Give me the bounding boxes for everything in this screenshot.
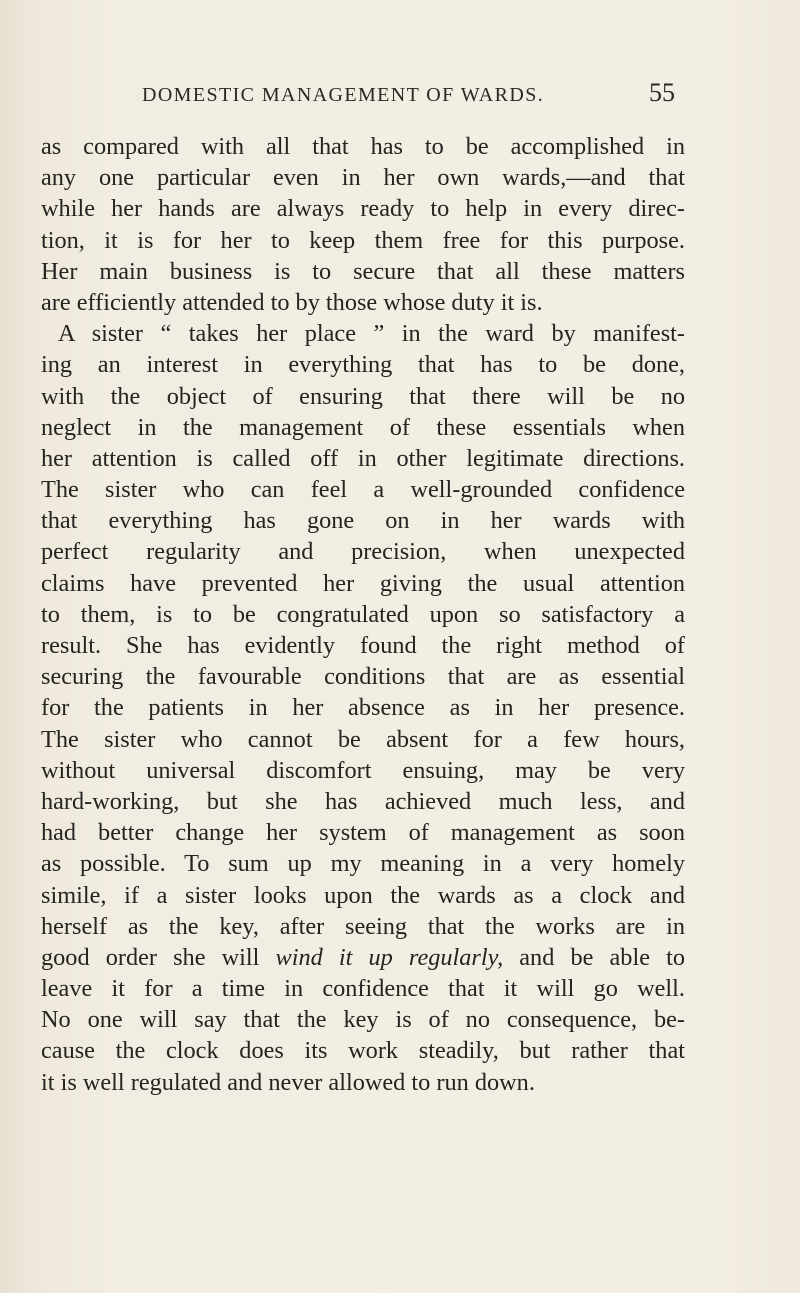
page-header bbox=[0, 78, 800, 110]
body-text bbox=[41, 131, 685, 1098]
text-line: leave it for a time in confidence that it will go well. bbox=[41, 975, 685, 1003]
text-line: as possible. To sum up my meaning in a very homely bbox=[41, 850, 685, 878]
text-line: The sister who can feel a well-grounded confidence bbox=[41, 476, 685, 504]
text-line: No one will say that the key is of no consequence, be- bbox=[41, 1006, 685, 1034]
text-line: that everything has gone on in her wards with bbox=[41, 507, 685, 535]
text-run: and be able to bbox=[503, 943, 685, 971]
text-line: securing the favourable conditions that are as essential bbox=[41, 663, 685, 691]
text-line: claims have prevented her giving the usual attention bbox=[41, 569, 685, 597]
text-line: are efficiently attended to by those whose duty it is. bbox=[41, 288, 543, 316]
text-line: Her main business is to secure that all these matters bbox=[41, 257, 685, 285]
text-line: without universal discomfort ensuing, may be very bbox=[41, 756, 685, 784]
text-line: as compared with all that has to be accomplished in bbox=[41, 133, 685, 160]
text-line: A sister “ takes her place ” in the ward by manifest- bbox=[58, 320, 685, 348]
text-line: herself as the key, after seeing that the works are in bbox=[41, 912, 685, 940]
text-line: while her hands are always ready to help in every direc- bbox=[41, 195, 685, 223]
italic-text-run: wind it up regularly, bbox=[275, 943, 504, 971]
text-line: perfect regularity and precision, when unexpected bbox=[41, 538, 685, 566]
text-run: good order she will bbox=[41, 943, 276, 971]
page-number: 55 bbox=[649, 78, 675, 107]
text-line: ing an interest in everything that has to be done, bbox=[41, 351, 685, 379]
running-head: DOMESTIC MANAGEMENT OF WARDS. bbox=[142, 84, 545, 106]
text-line: with the object of ensuring that there will be no bbox=[41, 382, 685, 410]
text-line: to them, is to be congratulated upon so satisfactory a bbox=[41, 600, 685, 628]
text-line: had better change her system of management as soon bbox=[41, 819, 685, 847]
text-line: result. She has evidently found the right method of bbox=[41, 632, 685, 659]
text-line: hard-working, but she has achieved much less, and bbox=[41, 787, 685, 815]
text-line: her attention is called off in other legitimate directions. bbox=[41, 444, 685, 472]
text-line: simile, if a sister looks upon the wards as a clock and bbox=[41, 881, 685, 909]
text-line: The sister who cannot be absent for a few hours, bbox=[41, 725, 685, 753]
text-line: cause the clock does its work steadily, but rather that bbox=[41, 1037, 685, 1065]
text-line: any one particular even in her own wards,—and that bbox=[41, 164, 685, 192]
text-line: it is well regulated and never allowed to run down. bbox=[41, 1068, 535, 1096]
text-line: for the patients in her absence as in her presence. bbox=[41, 694, 685, 722]
text-line: neglect in the management of these essentials when bbox=[41, 413, 685, 441]
text-line: tion, it is for her to keep them free for this purpose. bbox=[41, 226, 685, 254]
text-line bbox=[41, 942, 685, 973]
